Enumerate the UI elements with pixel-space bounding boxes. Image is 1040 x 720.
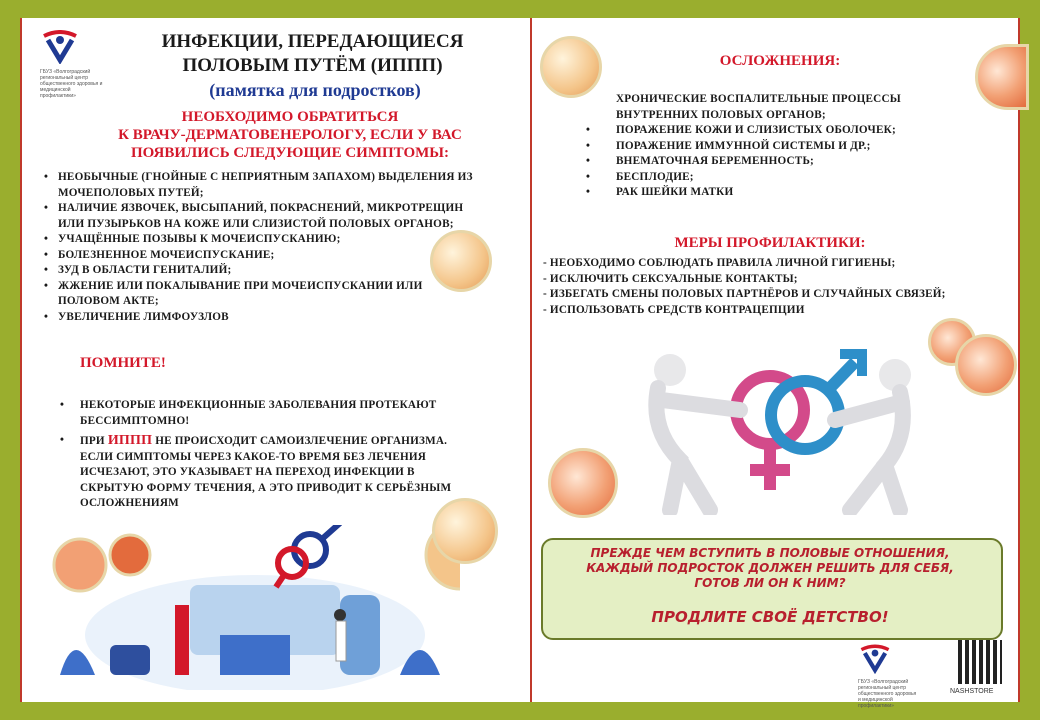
qr-code[interactable] [958,640,1002,684]
cell-illustration-top [540,36,602,98]
org-logo-bottom [858,644,918,709]
prevention-heading: МЕРЫ ПРОФИЛАКТИКИ: [674,235,866,251]
advice-line-2: КАЖДЫЙ ПОДРОСТОК ДОЛЖЕН РЕШИТЬ ДЛЯ СЕБЯ, [586,561,954,575]
complications-lead: ХРОНИЧЕСКИЕ ВОСПАЛИТЕЛЬНЫЕ ПРОЦЕССЫ ВНУТРЕННИХ ПОЛОВЫХ ОРГАНОВ; [616,93,901,121]
remember-prefix: ПРИ [80,435,105,447]
org-logo [40,30,104,99]
remember-list [58,398,478,512]
symptom-item: • УВЕЛИЧЕНИЕ ЛИМФОУЗЛОВ [42,310,487,326]
bacteria-illustration [432,498,498,564]
gender-figures-illustration [640,340,930,515]
symptom-item: • НЕОБЫЧНЫЕ (ГНОЙНЫЕ С НЕПРИЯТНЫМ ЗАПАХОМ) ВЫДЕЛЕНИЯ ИЗ МОЧЕПОЛОВЫХ ПУТЕЙ; [42,170,487,201]
symptom-item: • ЗУД В ОБЛАСТИ ГЕНИТАЛИЙ; [42,263,487,279]
symptom-item: • НАЛИЧИЕ ЯЗВОЧЕК, ВЫСЫПАНИЙ, ПОКРАСНЕНИЙ, МИКРОТРЕЩИН ИЛИ ПУЗЫРЬКОВ НА КОЖЕ ИЛИ СЛИЗИСТОЙ ПОЛОВЫХ ОРГАНОВ; [42,201,487,232]
cell-illustration-right [955,334,1017,396]
advice-slogan: ПРОДЛИТЕ СВОЁ ДЕТСТВО! [651,608,889,626]
title-line-2: ПОЛОВЫМ ПУТЁМ (ИППП) [182,55,443,76]
column-divider [530,18,532,702]
alert-line-2: К ВРАЧУ-ДЕРМАТОВЕНЕРОЛОГУ, ЕСЛИ У ВАС [118,127,462,143]
cell-illustration-left [548,448,618,518]
symptom-item: • УЧАЩЁННЫЕ ПОЗЫВЫ К МОЧЕИСПУСКАНИЮ; [42,232,487,248]
medical-illustration [40,525,460,690]
cell-illustration [430,230,492,292]
doctor-scene-icon [40,525,460,690]
prevention-list [543,256,1013,318]
qr-label: NASHSTORE [950,688,994,695]
symptom-item: • ЖЖЕНИЕ ИЛИ ПОКАЛЫВАНИЕ ПРИ МОЧЕИСПУСКАНИИ ИЛИ ПОЛОВОМ АКТЕ; [42,279,487,310]
left-border [20,18,22,702]
ippp-highlight: ИППП [107,433,153,448]
symptoms-list [42,170,487,325]
logo-caption-bottom: ГБУЗ «Волгоградский региональный центр общественного здоровья и медицинской профилактики» [858,679,917,709]
advice-line-1: ПРЕЖДЕ ЧЕМ ВСТУПИТЬ В ПОЛОВЫЕ ОТНОШЕНИЯ, [590,546,950,560]
complication-item: • ПОРАЖЕНИЕ ИММУННОЙ СИСТЕМЫ И ДР.; [584,139,964,155]
page-title [120,30,505,78]
symptom-item: • БОЛЕЗНЕННОЕ МОЧЕИСПУСКАНИЕ; [42,248,487,264]
alert-heading [80,108,500,162]
gender-symbols-icon [640,340,930,515]
complication-item: • ПОРАЖЕНИЕ КОЖИ И СЛИЗИСТЫХ ОБОЛОЧЕК; [584,123,964,139]
alert-line-3: ПОЯВИЛИСЬ СЛЕДУЮЩИЕ СИМПТОМЫ: [130,145,450,161]
complication-item: • РАК ШЕЙКИ МАТКИ [584,185,964,201]
logo-emblem-icon [40,30,80,64]
advice-line-3: ГОТОВ ЛИ ОН К НИМ? [694,576,846,590]
right-border [1018,18,1020,702]
logo-emblem-icon [858,644,892,674]
prevention-item: - ИЗБЕГАТЬ СМЕНЫ ПОЛОВЫХ ПАРТНЁРОВ И СЛУЧАЙНЫХ СВЯЗЕЙ; [543,288,946,300]
complications-heading: ОСЛОЖНЕНИЯ: [719,53,841,69]
logo-caption: ГБУЗ «Волгоградский региональный центр общественного здоровья и медицинской профилактики» [40,69,103,99]
prevention-item: - НЕОБХОДИМО СОБЛЮДАТЬ ПРАВИЛА ЛИЧНОЙ ГИГИЕНЫ; [543,257,896,269]
advice-text [548,546,992,591]
remember-heading: ПОМНИТЕ! [80,355,166,371]
remember-text: НЕ ПРОИСХОДИТ САМОИЗЛЕЧЕНИЕ ОРГАНИЗМА. ЕСЛИ СИМПТОМЫ ЧЕРЕЗ КАКОЕ-ТО ВРЕМЯ БЕЗ ЛЕЧЕНИЯ ИСЧЕЗАЮТ, ЭТО УКАЗЫВАЕТ НА ПЕРЕХОД ИНФЕКЦИИ В СКРЫТУЮ ФОРМУ ТЕЧЕНИЯ, А ЭТО ПРИВОДИТ К СЕРЬЁЗНЫМ ОСЛОЖНЕНИЯМ [80,435,452,509]
remember-item [58,433,478,512]
complications-list [584,123,964,201]
alert-line-1: НЕОБХОДИМО ОБРАТИТЬСЯ [181,109,399,125]
prevention-item: - ИСКЛЮЧИТЬ СЕКСУАЛЬНЫЕ КОНТАКТЫ; [543,272,798,285]
prevention-item: - ИСПОЛЬЗОВАТЬ СРЕДСТВ КОНТРАЦЕПЦИИ [543,303,805,316]
complication-item: • БЕСПЛОДИЕ; [584,170,964,186]
complication-item: • ВНЕМАТОЧНАЯ БЕРЕМЕННОСТЬ; [584,154,964,170]
remember-item: • НЕКОТОРЫЕ ИНФЕКЦИОННЫЕ ЗАБОЛЕВАНИЯ ПРОТЕКАЮТ БЕССИМПТОМНО! [58,398,478,429]
page-subtitle: (памятка для подростков) [209,80,421,100]
title-line-1: ИНФЕКЦИИ, ПЕРЕДАЮЩИЕСЯ [161,31,464,52]
